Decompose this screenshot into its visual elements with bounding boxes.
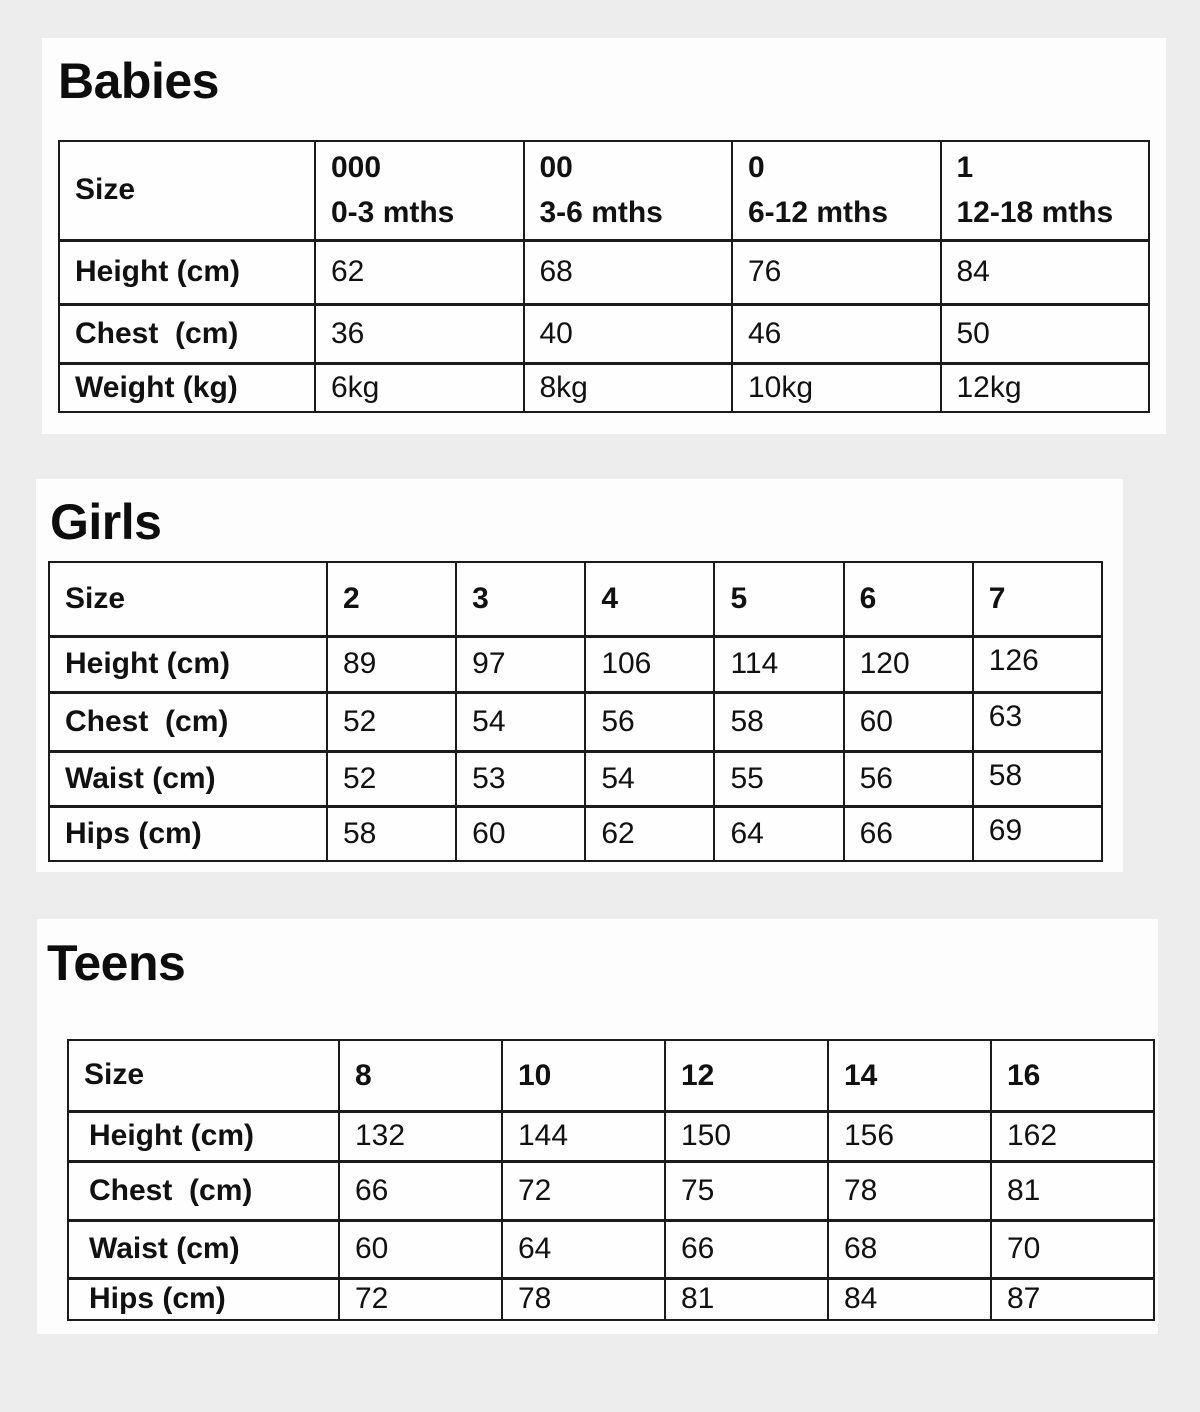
value-cell: 156 [828,1111,991,1161]
value-cell: 106 [585,636,714,692]
measurement-row [59,363,1149,412]
table-body [49,636,1102,861]
value-cell: 60 [844,692,973,751]
measurement-row [68,1278,1154,1320]
value-cell: 72 [502,1161,665,1220]
size-column-header [973,562,1102,636]
size-code: 5 [730,582,748,616]
size-chart-table [58,140,1150,413]
value-cell: 60 [456,806,585,861]
size-column-header [844,562,973,636]
size-column-header [524,141,733,240]
size-code: 6 [859,582,877,616]
value-cell: 60 [339,1220,502,1278]
size-code: 2 [343,582,360,616]
size-column-header [991,1040,1154,1111]
value-cell: 75 [665,1161,828,1220]
size-header-label: Size [68,1040,339,1111]
value-cell: 81 [665,1278,828,1320]
size-column-header [714,562,843,636]
age-range-label: 6-12 mths [748,196,889,230]
value-cell: 10kg [732,363,941,412]
size-code: 16 [1007,1058,1041,1092]
size-column-header [315,141,524,240]
age-range-label: 12-18 mths [956,196,1114,230]
panel-babies [42,38,1166,434]
value-cell: 8kg [524,363,733,412]
header-row [59,141,1149,240]
value-cell: 126 [973,636,1102,692]
size-column-header [828,1040,991,1111]
value-cell: 64 [502,1220,665,1278]
size-code: 3 [472,582,489,616]
section-title: Teens [47,935,186,991]
age-range-label: 3-6 mths [539,196,663,230]
value-cell: 50 [941,304,1150,363]
value-cell: 52 [327,692,456,751]
size-code: 4 [601,582,618,616]
row-label: Height (cm) [59,240,315,304]
row-label: Weight (kg) [59,363,315,412]
size-header-label: Size [59,141,315,240]
value-cell: 66 [665,1220,828,1278]
row-label: Waist (cm) [68,1220,339,1278]
size-code: 0 [748,151,765,185]
value-cell: 78 [502,1278,665,1320]
size-header-label: Size [49,562,327,636]
measurement-row [49,692,1102,751]
table-body [68,1111,1154,1320]
value-cell: 150 [665,1111,828,1161]
row-label: Hips (cm) [68,1278,339,1320]
size-code: 1 [956,151,974,185]
row-label: Chest (cm) [59,304,315,363]
header-row [68,1040,1154,1111]
size-chart-table [48,561,1103,862]
value-cell: 68 [524,240,733,304]
row-label: Height (cm) [49,636,327,692]
size-column-header [941,141,1150,240]
row-label: Hips (cm) [49,806,327,861]
measurement-row [68,1111,1154,1161]
value-cell: 132 [339,1111,502,1161]
value-cell: 58 [973,751,1102,806]
value-cell: 58 [327,806,456,861]
value-cell: 46 [732,304,941,363]
value-cell: 84 [828,1278,991,1320]
size-column-header [339,1040,502,1111]
row-label: Chest (cm) [49,692,327,751]
measurement-row [68,1220,1154,1278]
size-column-header [732,141,941,240]
size-chart-document [0,38,1200,1334]
section-title: Girls [50,494,162,550]
value-cell: 62 [315,240,524,304]
size-code: 00 [539,151,573,185]
value-cell: 97 [456,636,585,692]
size-column-header [665,1040,828,1111]
value-cell: 55 [714,751,843,806]
value-cell: 12kg [941,363,1150,412]
value-cell: 40 [524,304,733,363]
row-label: Height (cm) [68,1111,339,1161]
size-code: 10 [518,1058,552,1092]
value-cell: 114 [714,636,843,692]
row-label: Chest (cm) [68,1161,339,1220]
value-cell: 89 [327,636,456,692]
value-cell: 6kg [315,363,524,412]
size-code: 8 [355,1058,372,1092]
panel-girls [36,479,1123,872]
value-cell: 54 [585,751,714,806]
measurement-row [49,751,1102,806]
value-cell: 62 [585,806,714,861]
value-cell: 56 [585,692,714,751]
value-cell: 36 [315,304,524,363]
size-code: 7 [988,582,1006,616]
value-cell: 84 [941,240,1150,304]
size-chart-table [67,1039,1155,1321]
value-cell: 120 [844,636,973,692]
age-range-label: 0-3 mths [331,196,455,230]
measurement-row [59,240,1149,304]
panel-teens [37,919,1158,1334]
measurement-row [59,304,1149,363]
measurement-row [49,806,1102,861]
value-cell: 66 [844,806,973,861]
row-label: Waist (cm) [49,751,327,806]
table-body [59,240,1149,412]
value-cell: 52 [327,751,456,806]
value-cell: 64 [714,806,843,861]
size-column-header [456,562,585,636]
size-column-header [327,562,456,636]
size-code: 000 [331,151,382,185]
section-title: Babies [58,53,219,109]
size-code: 14 [844,1058,878,1092]
value-cell: 66 [339,1161,502,1220]
value-cell: 58 [714,692,843,751]
measurement-row [49,636,1102,692]
value-cell: 63 [973,692,1102,751]
value-cell: 56 [844,751,973,806]
value-cell: 81 [991,1161,1154,1220]
value-cell: 68 [828,1220,991,1278]
value-cell: 76 [732,240,941,304]
value-cell: 87 [991,1278,1154,1320]
value-cell: 72 [339,1278,502,1320]
value-cell: 53 [456,751,585,806]
value-cell: 78 [828,1161,991,1220]
measurement-row [68,1161,1154,1220]
size-column-header [585,562,714,636]
size-column-header [502,1040,665,1111]
value-cell: 144 [502,1111,665,1161]
value-cell: 162 [991,1111,1154,1161]
value-cell: 69 [973,806,1102,861]
size-code: 12 [681,1058,715,1092]
header-row [49,562,1102,636]
value-cell: 70 [991,1220,1154,1278]
value-cell: 54 [456,692,585,751]
